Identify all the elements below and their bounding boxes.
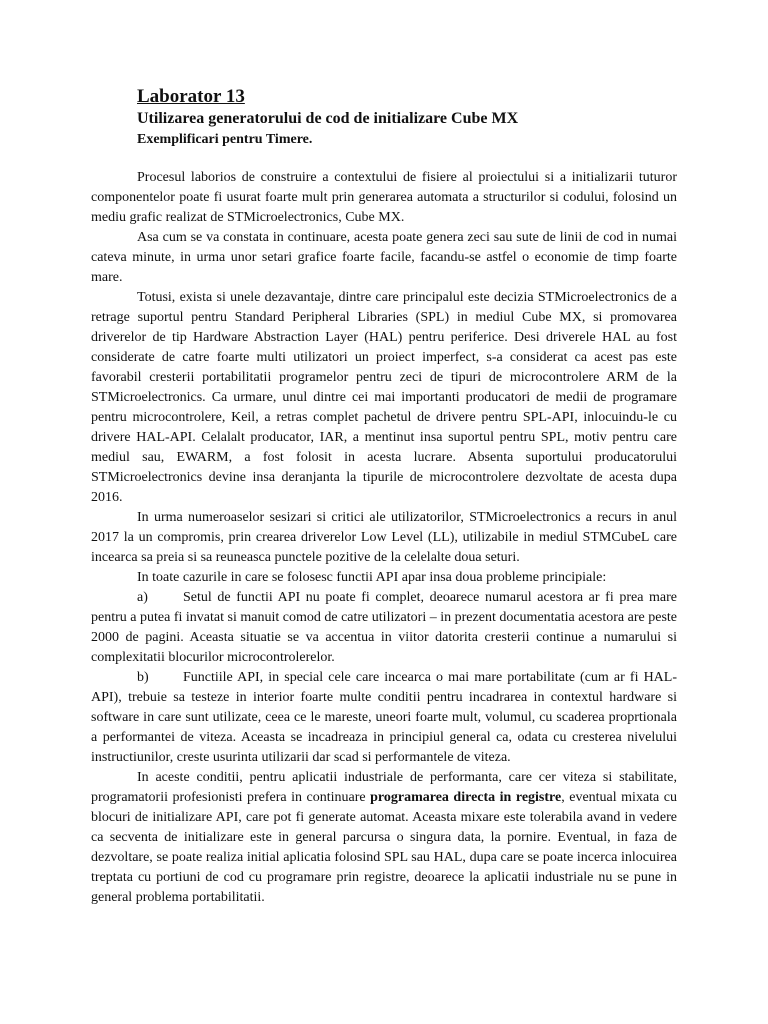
list-marker-a: a) bbox=[137, 590, 148, 605]
paragraph-3: Totusi, exista si unele dezavantaje, dintre care principalul este decizia STMicroelectronics de a retrage suportul pentru Standard Peripheral Libraries (SPL) in mediul Cube MX, si promovarea driverelor de tip Hardware Abstraction Layer (HAL) pentru periferice. Desi driverele HAL au fost considerate de catre foarte multi utilizatori un proiect imperfect, s-a considerat ca acest pas este favorabil cresterii portabilitatii programelor pentru zeci de tipuri de microcontrolere ARM de la STMicroelectronics. Ca urmare, unul dintre cei mai importanti producatori de medii de programare pentru microcontrolere, Keil, a retras complet pachetul de drivere pentru SPL-API, inlocuindu-le cu drivere HAL-API. Celalalt producator, IAR, a mentinut insa suportul pentru SPL, motiv pentru care mediul sau, EWARM, a fost folosit in acesta lucrare. Absenta suportului producatorului STMicroelectronics devine insa deranjanta la tipurile de microcontrolere dezvoltate de acesta dupa 2016. bbox=[91, 290, 677, 505]
list-item-b-text: Functiile API, in special cele care incearca o mai mare portabilitate (cum ar fi HAL-API), trebuie sa testeze in interior foarte multe conditii pentru incadrarea in contextul hardware si software in care sunt utilizate, ceea ce le mareste, uneori foarte mult, volumul, cu scaderea proprtionala a performantei de viteza. Aceasta se incadreaza in principiul general ca, odata cu cresterea nivelului instructiunilor, creste usurinta utilizarii dar scad si performantele de viteza. bbox=[91, 670, 677, 765]
document-subtitle-2: Exemplificari pentru Timere. bbox=[137, 132, 313, 147]
page-title: Laborator 13 bbox=[137, 86, 245, 107]
list-marker-b: b) bbox=[137, 670, 149, 685]
list-item-a bbox=[91, 588, 677, 668]
paragraph-2: Asa cum se va constata in continuare, acesta poate genera zeci sau sute de linii de cod in numai cateva minute, in urma unor setari grafice foarte facile, facandu-se astfel o economie de timp foarte mare. bbox=[91, 230, 677, 285]
paragraph-6-bold: programarea directa in registre bbox=[370, 790, 562, 805]
paragraph-5: In toate cazurile in care se folosesc functii API apar insa doua probleme principiale: bbox=[137, 570, 607, 585]
paragraph-1: Procesul laborios de construire a contextului de fisiere al proiectului si a initializarii tuturor componentelor poate fi usurat foarte mult prin generarea automata a structurilor si codului, folosind un mediu grafic realizat de STMicroelectronics, Cube MX. bbox=[91, 170, 677, 225]
paragraph-6 bbox=[91, 768, 677, 908]
paragraph-6-end: , eventual mixata cu blocuri de initializare API, care pot fi generate automat. Aceasta mixare este tolerabila avand in vedere ca secventa de initializare este in general parcursa o singura data, la pornire. Eventual, in faza de dezvoltare, se poate realiza initial aplicatia folosind SPL sau HAL, dupa care se poate incerca inlocuirea treptata cu portiuni de cod cu programare prin registre, deoarece la aplicatii industriale nu se pune in general problema portabilitatii. bbox=[91, 790, 677, 905]
document-body bbox=[91, 168, 677, 908]
paragraph-4: In urma numeroaselor sesizari si critici ale utilizatorilor, STMicroelectronics a recurs in anul 2017 la un compromis, prin crearea driverelor Low Level (LL), utilizabile in mediul STMCubeL care incearca sa preia si sa reuneasca punctele pozitive de la celelalte doua seturi. bbox=[91, 510, 677, 565]
document-subtitle: Utilizarea generatorului de cod de initializare Cube MX bbox=[137, 110, 519, 127]
paragraph-6-start: In aceste conditii, pentru aplicatii industriale de performanta, care cer viteza si stabilitate, programatorii profesionisti prefera in continuare bbox=[91, 770, 677, 805]
list-item-a-text: Setul de functii API nu poate fi complet, deoarece numarul acestora ar fi prea mare pentru a putea fi invatat si manuit comod de catre utilizatori – in prezent documentatia acestora are peste 2000 de pagini. Aceasta situatie se va accentua in viitor datorita cresterii continue a numarului si complexitatii blocurilor microcontrolerelor. bbox=[91, 590, 677, 665]
list-item-b bbox=[91, 668, 677, 768]
